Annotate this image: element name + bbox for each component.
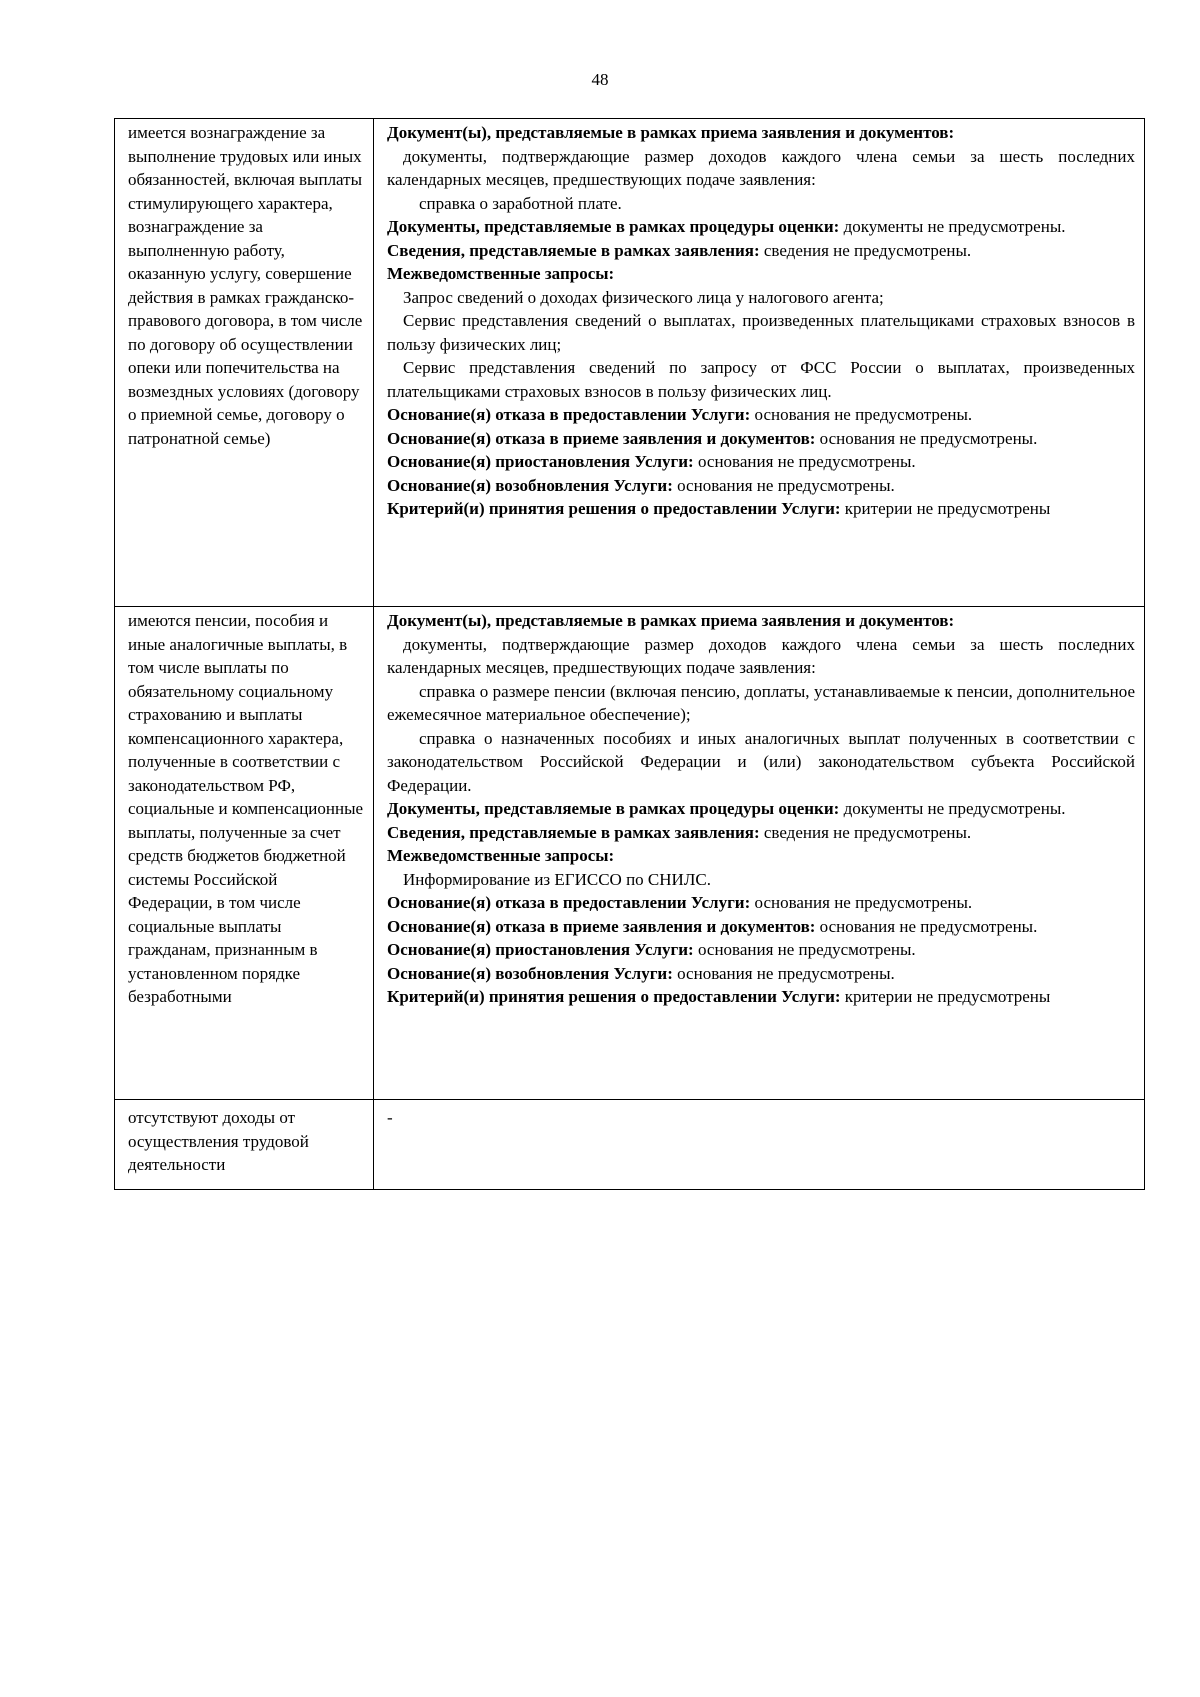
table-row	[115, 607, 1145, 1100]
page-number: 48	[591, 70, 609, 89]
documents-section	[387, 121, 1135, 145]
criteria-value: критерии не предусмотрены	[840, 499, 1051, 518]
refusal-service-value: основания не предусмотрены.	[750, 405, 973, 424]
requirements-cell	[374, 119, 1145, 607]
suspension-section	[387, 938, 1135, 962]
requirements-cell	[374, 1100, 1145, 1190]
refusal-docs-section	[387, 915, 1135, 939]
info-section	[387, 821, 1135, 845]
assessment-value: документы не предусмотрены.	[839, 799, 1066, 818]
request-item: Запрос сведений о доходах физического лица у налогового агента;	[403, 287, 884, 307]
document-item: справка о назначенных пособиях и иных аналогичных выплат полученных в соответствии с законодательством Российской Федерации и (или) законодательством субъекта Российской Федерации.	[387, 728, 1135, 795]
refusal-service-label: Основание(я) отказа в предоставлении Услуги:	[387, 893, 751, 912]
refusal-service-label: Основание(я) отказа в предоставлении Услуги:	[387, 405, 751, 424]
income-condition-cell: имеются пенсии, пособия и иные аналогичные выплаты, в том числе выплаты по обязательному социальному страхованию и выплаты компенсационного характера, полученные в соответствии с законодательством РФ, социальные и компенсационные выплаты, полученные за счет средств бюджетов бюджетной системы Российской Федерации, в том числе социальные выплаты гражданам, признанным в установленном порядке безработными	[115, 607, 374, 1100]
documents-label: Документ(ы), представляемые в рамках приема заявления и документов:	[387, 611, 955, 630]
document-item: справка о размере пенсии (включая пенсию, доплаты, устанавливаемые к пенсии, дополнительное ежемесячное материальное обеспечение);	[387, 681, 1135, 724]
resumption-label: Основание(я) возобновления Услуги:	[387, 963, 673, 983]
refusal-docs-label: Основание(я) отказа в приеме заявления и документов:	[387, 916, 816, 936]
requests-section	[387, 262, 1135, 286]
refusal-docs-label: Основание(я) отказа в приеме заявления и документов:	[387, 428, 816, 448]
documents-label: Документ(ы), представляемые в рамках приема заявления и документов:	[387, 123, 955, 142]
income-documents-table	[114, 118, 1145, 1190]
request-item: Сервис представления сведений о выплатах, произведенных плательщиками страховых взносов в пользу физических лиц;	[387, 311, 1135, 354]
refusal-service-section	[387, 403, 1135, 427]
resumption-value: основания не предусмотрены.	[672, 475, 895, 495]
info-section	[387, 239, 1135, 263]
resumption-section	[387, 474, 1135, 498]
refusal-service-section	[387, 891, 1135, 915]
assessment-label: Документы, представляемые в рамках процедуры оценки:	[387, 217, 840, 236]
requirements-cell	[374, 607, 1145, 1100]
info-value: сведения не предусмотрены.	[759, 240, 972, 260]
suspension-value: основания не предусмотрены.	[693, 452, 916, 471]
assessment-label: Документы, представляемые в рамках процедуры оценки:	[387, 799, 840, 818]
request-item: Сервис представления сведений по запросу от ФСС России о выплатах, произведенных плательщиками страховых взносов в пользу физических лиц.	[387, 358, 1135, 401]
documents-intro: документы, подтверждающие размер доходов каждого члена семьи за шесть последних календарных месяцев, предшествующих подаче заявления:	[387, 146, 1135, 189]
assessment-value: документы не предусмотрены.	[839, 217, 1066, 236]
refusal-docs-section	[387, 427, 1135, 451]
table-row	[115, 119, 1145, 607]
suspension-value: основания не предусмотрены.	[693, 940, 916, 959]
request-item: Информирование из ЕГИССО по СНИЛС.	[403, 869, 711, 889]
criteria-value: критерии не предусмотрены	[840, 987, 1051, 1006]
criteria-label: Критерий(и) принятия решения о предоставлении Услуги:	[387, 987, 841, 1006]
income-condition-cell: имеется вознаграждение за выполнение трудовых или иных обязанностей, включая выплаты стимулирующего характера, вознаграждение за выполненную работу, оказанную услугу, совершение действия в рамках гражданско-правового договора, в том числе по договору об осуществлении опеки или попечительства на возмездных условиях (договору о приемной семье, договору о патронатной семье)	[115, 119, 374, 607]
table-row	[115, 1100, 1145, 1190]
criteria-section	[387, 985, 1135, 1009]
suspension-label: Основание(я) приостановления Услуги:	[387, 940, 694, 959]
assessment-section	[387, 797, 1135, 821]
assessment-section	[387, 215, 1135, 239]
info-label: Сведения, представляемые в рамках заявления:	[387, 822, 760, 842]
criteria-section	[387, 497, 1135, 521]
income-condition-cell: отсутствуют доходы от осуществления трудовой деятельности	[115, 1100, 374, 1190]
empty-dash: -	[387, 1108, 393, 1127]
requests-label: Межведомственные запросы:	[387, 264, 615, 283]
criteria-label: Критерий(и) принятия решения о предоставлении Услуги:	[387, 499, 841, 518]
requests-label: Межведомственные запросы:	[387, 846, 615, 865]
resumption-label: Основание(я) возобновления Услуги:	[387, 475, 673, 495]
refusal-docs-value: основания не предусмотрены.	[815, 428, 1038, 448]
resumption-value: основания не предусмотрены.	[672, 963, 895, 983]
suspension-section	[387, 450, 1135, 474]
document-item: справка о заработной плате.	[419, 193, 622, 213]
info-label: Сведения, представляемые в рамках заявления:	[387, 240, 760, 260]
info-value: сведения не предусмотрены.	[759, 822, 972, 842]
resumption-section	[387, 962, 1135, 986]
suspension-label: Основание(я) приостановления Услуги:	[387, 452, 694, 471]
documents-intro: документы, подтверждающие размер доходов каждого члена семьи за шесть последних календарных месяцев, предшествующих подаче заявления:	[387, 634, 1135, 677]
refusal-service-value: основания не предусмотрены.	[750, 893, 973, 912]
requests-section	[387, 844, 1135, 868]
documents-section	[387, 609, 1135, 633]
refusal-docs-value: основания не предусмотрены.	[815, 916, 1038, 936]
